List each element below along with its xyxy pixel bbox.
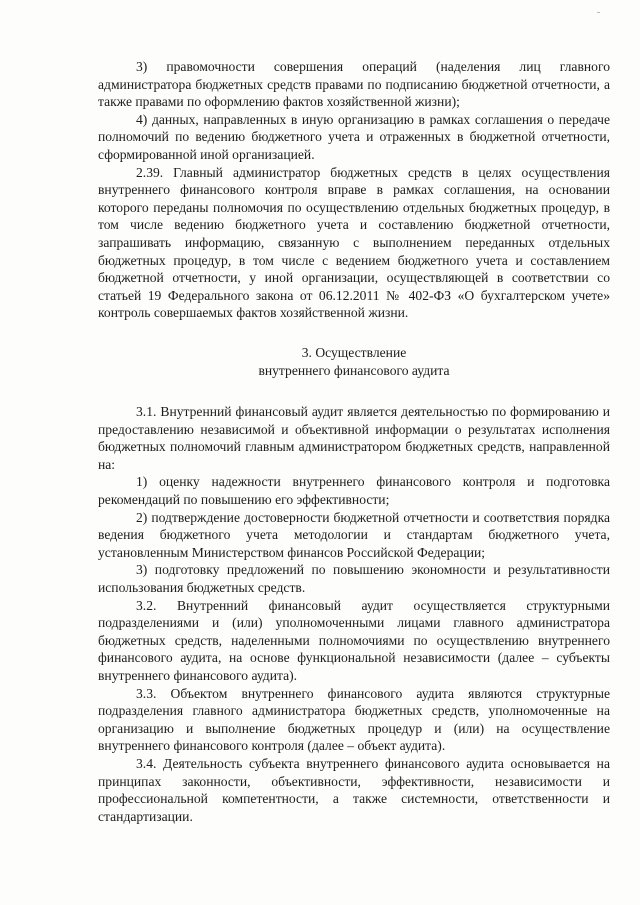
paragraph-3-1: 3.1. Внутренний финансовый аудит является деятельностью по формированию и предоставлению независимой и объективной информации о результатах исполнения бюджетных полномочий главным администратором бюджетных средств, направленной на:: [98, 404, 610, 472]
paragraph-3-2: 3.2. Внутренний финансовый аудит осуществляется структурными подразделениями и (или) уполномоченными лицами главного администратора бюджетных средств, наделенными полномочиями по осуществлению внутреннего финансового аудита, на основе функциональной независимости (далее – субъекты внутреннего финансового аудита).: [98, 597, 610, 683]
paragraph-3-1-item-1: 1) оценку надежности внутреннего финансового контроля и подготовка рекомендаций по повышению его эффективности;: [98, 474, 610, 508]
section-heading-line2: внутреннего финансового аудита: [258, 362, 450, 378]
section-heading-line1: 3. Осуществление: [301, 344, 407, 360]
paragraph-3-1-item-3: 3) подготовку предложений по повышению экономности и результативности использования бюджетных средств.: [98, 562, 610, 596]
paragraph-item-3: 3) правомочности совершения операций (наделения лиц главного администратора бюджетных средств правами по подписанию бюджетной отчетности, а также правами по оформлению фактов хозяйственной жизни);: [98, 59, 610, 110]
scan-speck: [597, 12, 600, 13]
paragraph-item-4: 4) данных, направленных в иную организацию в рамках соглашения о передаче полномочий по ведению бюджетного учета и отраженных в бюджетной отчетности, сформированной иной организацией.: [98, 111, 610, 162]
section-heading: [98, 344, 610, 379]
paragraph-2-39: 2.39. Главный администратор бюджетных средств в целях осуществления внутреннего финансового контроля вправе в рамках соглашения, на основании которого переданы полномочия по осуществлению отдельных бюджетных процедур, в том числе ведению бюджетного учета и составлению бюджетной отчетности, запрашивать информацию, связанную с выполнением переданных отдельных бюджетных процедур, в том числе с ведением бюджетного учета и составлением бюджетной отчетности, у иной организации, осуществляющей в соответствии со статьей 19 Федерального закона от 06.12.2011 № 402-ФЗ «О бухгалтерском учете» контроль совершаемых фактов хозяйственной жизни.: [98, 164, 610, 321]
paragraph-3-3: 3.3. Объектом внутреннего финансового аудита являются структурные подразделения главного администратора бюджетных средств, уполномоченные на организацию и выполнение бюджетных процедур и (или) на осуществление внутреннего финансового контроля (далее – объект аудита).: [98, 685, 610, 754]
paragraph-3-4: 3.4. Деятельность субъекта внутреннего финансового аудита основывается на принципах законности, объективности, эффективности, независимости и профессиональной компетентности, а также системности, ответственности и стандартизации.: [98, 755, 610, 824]
paragraph-3-1-item-2: 2) подтверждение достоверности бюджетной отчетности и соответствия порядка ведения бюджетного учета методологии и стандартам бюджетного учета, установленным Министерством финансов Российской Федерации;: [98, 509, 610, 560]
